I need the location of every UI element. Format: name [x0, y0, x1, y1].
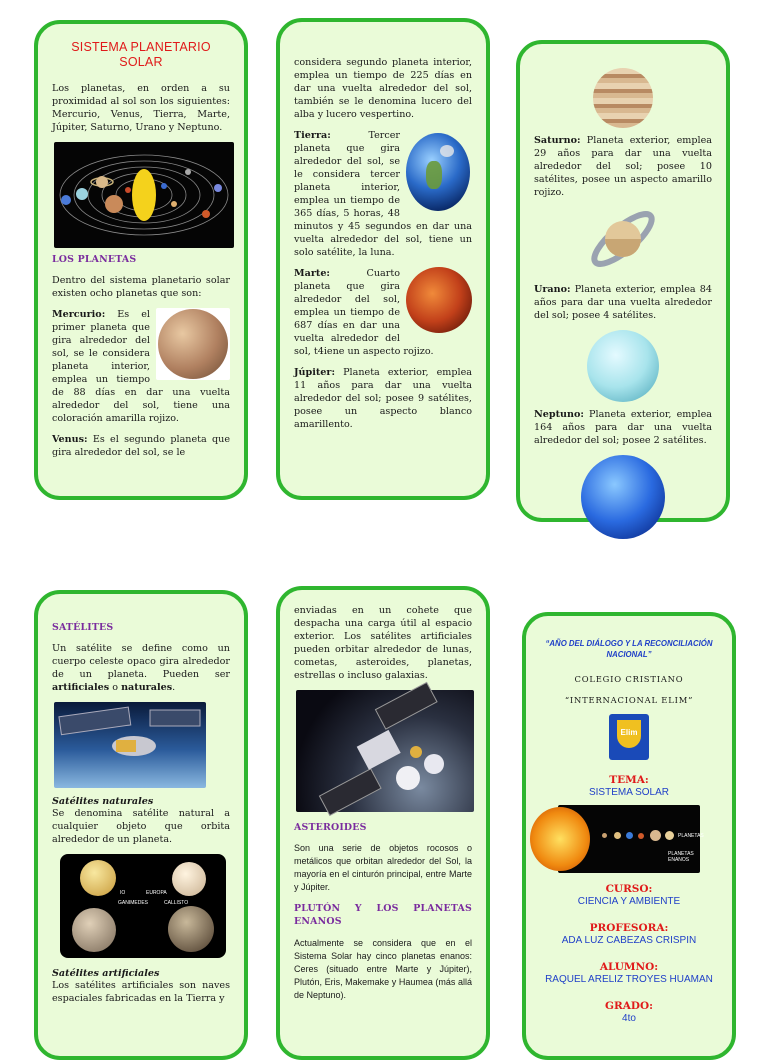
moon-label-ganimedes: GANIMEDES: [118, 900, 149, 906]
neptune-label: Neptuno:: [534, 409, 584, 420]
saturn-image: [534, 207, 712, 275]
section-heading-planets: LOS PLANETAS: [52, 254, 137, 265]
earth-text: Tercer planeta que gira alrededor del sol, se le considera tercer planeta interior, emplea un tiempo de 365 días, 5 horas, 48 minutos y 45 segundos en dar una vuelta alrededor del sol, tiene un solo satélite, la luna.: [294, 130, 472, 258]
school-logo: [609, 714, 649, 760]
dwarf-planets-text: Actualmente se considera que en el Sistema Solar hay cinco planetas enanos: Ceres (situado entre Marte y Júpiter), Plutón, Eris, Makemake y Haumea (más allá de Neptuno).: [294, 938, 472, 1000]
section-heading-satellites: SATÉLITES: [52, 622, 114, 633]
panel-satellites: [34, 590, 248, 1060]
moon-label-europa: EUROPA: [146, 890, 167, 896]
mercury-image: [156, 308, 230, 380]
cover-label-dwarf-planets: PLANETAS ENANOS: [668, 851, 694, 863]
natural-satellites-text: Se denomina satélite natural a cualquier objeto que orbita alrededor de un planeta.: [52, 808, 230, 845]
saturn-paragraph: [534, 134, 712, 199]
mars-image: [406, 267, 472, 333]
uranus-paragraph: [534, 283, 712, 322]
moon-label-io: IO: [120, 890, 126, 896]
satellites-intro: Un satélite se define como un cuerpo celeste opaco gira alrededor de un planeta. Pueden ser artificiales o naturales.: [52, 643, 230, 693]
solar-system-image: [54, 142, 234, 248]
jupiter-image: [534, 68, 712, 128]
artificial-satellites-text: Los satélites artificiales son naves espaciales fabricadas en la Tierra y: [52, 980, 230, 1004]
venus-text: Es el segundo planeta que gira alrededor del sol, se le: [52, 434, 230, 458]
saturn-text: Planeta exterior, emplea 29 años para dar una vuelta alrededor del sol; posee 10 satélites, posee un aspecto amarillo rojizo.: [534, 135, 712, 198]
page-title: SISTEMA PLANETARIO SOLAR: [71, 40, 211, 69]
uranus-image: [534, 330, 712, 402]
section-heading-asteroids: ASTEROIDES: [294, 822, 367, 833]
grade-label: GRADO:: [605, 1000, 653, 1012]
cover-solar-system-image: [558, 805, 704, 873]
natural-word: naturales: [121, 682, 173, 693]
student-value: RAQUEL ARELIZ TROYES HUAMAN: [545, 974, 713, 985]
school-line-2: “INTERNACIONAL ELIM”: [564, 695, 694, 705]
saturn-label: Saturno:: [534, 135, 581, 146]
venus-paragraph: [52, 433, 230, 459]
moons-image: [60, 854, 226, 958]
earth-label: Tierra:: [294, 130, 331, 141]
teacher-value: ADA LUZ CABEZAS CRISPIN: [561, 935, 697, 946]
jupiter-label: Júpiter:: [294, 367, 335, 378]
school-logo-text: Elim: [620, 728, 638, 737]
section-heading-dwarf-planets: PLUTÓN Y LOS PLANETAS ENANOS: [294, 903, 472, 927]
topic-value: SISTEMA SOLAR: [588, 787, 670, 798]
intro-paragraph: Los planetas, en orden a su proximidad al sol son los siguientes: Mercurio, Venus, Tierra, Marte, Júpiter, Saturno, Urano y Neptuno.: [52, 83, 230, 133]
panel-planetary-system: [34, 20, 248, 500]
neptune-image: [534, 455, 712, 539]
artificial-satellites-continuation: enviadas en un cohete que despacha una carga útil al espacio exterior. Los satélites artificiales pueden orbitar alrededor de lunas, cometas, asteroides, planetas, estrellas o incluso galaxias.: [294, 605, 472, 681]
asteroids-text: Son una serie de objetos rocosos o metálicos que orbitan alrededor del Sol, la mayoría en el cinturón principal, entre Marte y Júpiter.: [294, 843, 472, 892]
school-line-1: COLEGIO CRISTIANO: [574, 674, 684, 684]
satellite-image: [54, 702, 206, 788]
neptune-text: Planeta exterior, emplea 164 años para dar una vuelta alrededor del sol; posee 2 satélites.: [534, 409, 712, 446]
jupiter-text: Planeta exterior, emplea 11 años para dar una vuelta alrededor del sol; posee 9 satélites, posee un aspecto blanco amarillento.: [294, 367, 472, 430]
panel-cover: [522, 612, 736, 1060]
artificial-word: artificiales: [52, 682, 110, 693]
mercury-label: Mercurio:: [52, 309, 106, 320]
teacher-label: PROFESORA:: [589, 922, 669, 934]
mercury-text: Es el primer planeta que gira alrededor del sol, se le considera planeta interior, emplea un tiempo de 88 días en dar una vuelta alrededor del sol, tiene una coloración amarilla rojizo.: [52, 309, 230, 424]
panel-asteroids: [276, 586, 490, 1060]
grade-value: 4to: [622, 1013, 636, 1024]
mars-label: Marte:: [294, 268, 330, 279]
artificial-satellites-heading: Satélites artificiales: [52, 968, 160, 979]
jupiter-paragraph: [294, 366, 472, 431]
course-value: CIENCIA Y AMBIENTE: [577, 896, 681, 907]
uranus-label: Urano:: [534, 284, 571, 295]
neptune-paragraph: [534, 408, 712, 447]
moon-label-callisto: CALLISTO: [164, 900, 189, 906]
venus-label: Venus:: [52, 434, 88, 445]
natural-satellites-heading: Satélites naturales: [52, 796, 154, 807]
student-label: ALUMNO:: [599, 961, 659, 973]
venus-continuation: considera segundo planeta interior, emplea un tiempo de 225 días en dar una vuelta alrededor del sol, también se le denomina lucero del alba y lucero vespertino.: [294, 57, 472, 120]
planets-intro-text: Dentro del sistema planetario solar existen ocho planetas que son:: [52, 275, 230, 299]
earth-image: [406, 133, 472, 213]
year-motto: “AÑO DEL DIÁLOGO Y LA RECONCILIACIÓN NACIONAL”: [545, 639, 713, 659]
course-label: CURSO:: [605, 883, 653, 895]
topic-label: TEMA:: [609, 774, 649, 786]
uranus-text: Planeta exterior, emplea 84 años para dar una vuelta alrededor del sol; posee 4 satélites.: [534, 284, 712, 321]
space-satellite-image: [296, 690, 474, 812]
panel-outer-planets: [516, 40, 730, 522]
mars-text: Cuarto planeta que gira alrededor del sol, emplea un tiempo de 687 días en dar una vuelta alrededor del sol, t4iene un aspecto rojizo.: [294, 268, 434, 357]
panel-inner-planets: [276, 18, 490, 500]
cover-label-planets: PLANETAS: [678, 833, 704, 839]
